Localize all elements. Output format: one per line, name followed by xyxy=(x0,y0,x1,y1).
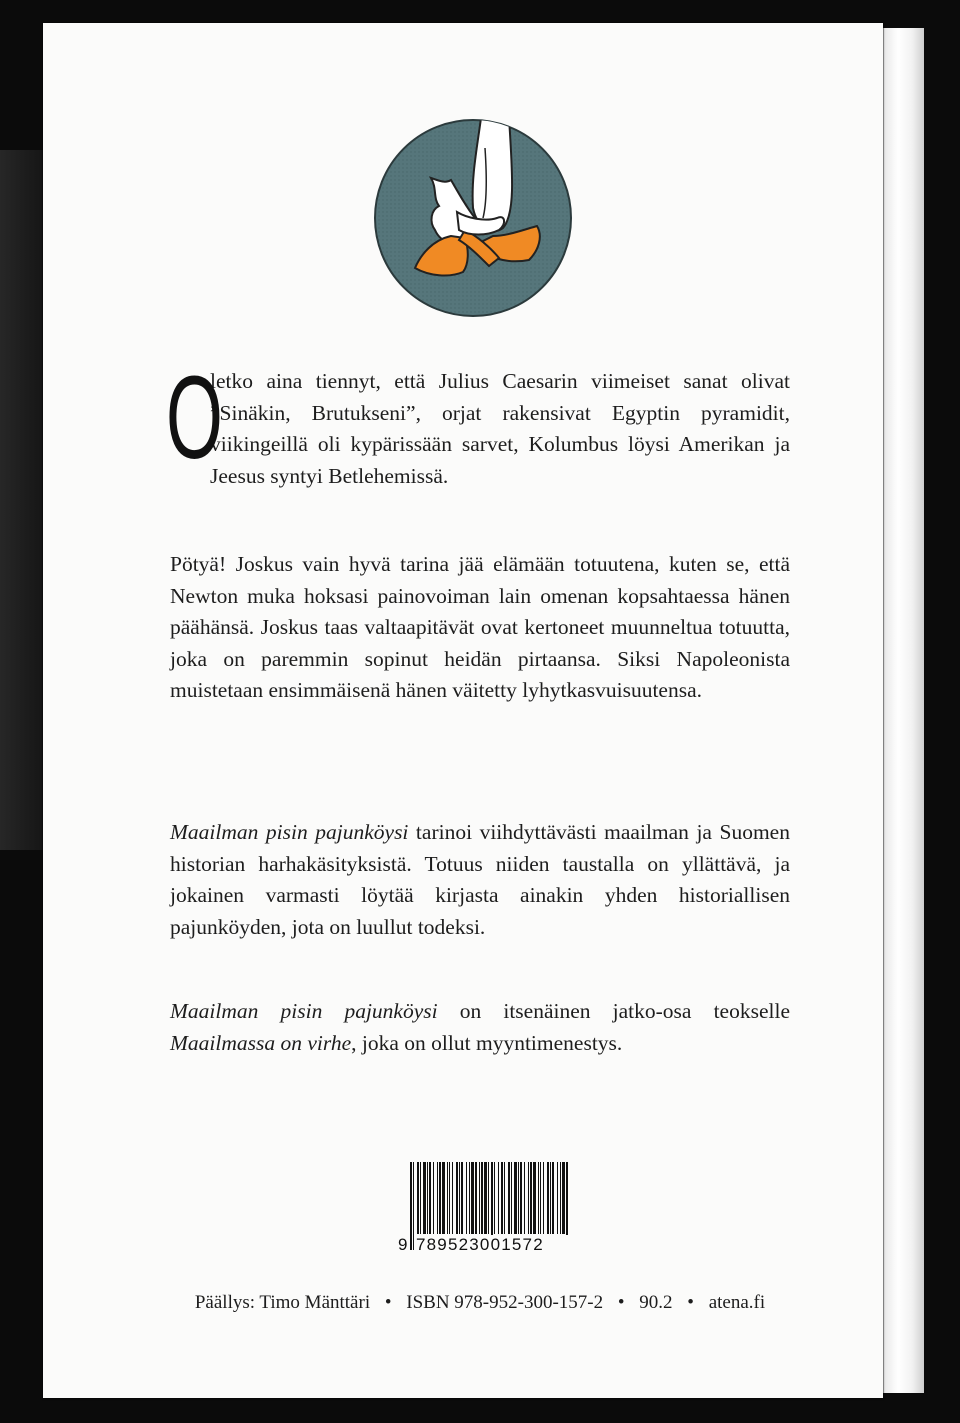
blurb-paragraph-1 xyxy=(166,352,790,492)
barcode-bar xyxy=(488,1162,489,1234)
barcode-bar xyxy=(533,1162,536,1234)
drop-cap: O xyxy=(166,352,223,484)
class-code: 90.2 xyxy=(639,1292,673,1313)
book-title: Maailman pisin pajunköysi xyxy=(170,820,409,844)
barcode-bar xyxy=(456,1162,458,1234)
barcode-bar xyxy=(413,1162,414,1250)
barcode-bar xyxy=(469,1162,470,1234)
barcode-bar xyxy=(459,1162,460,1234)
barcode-bar xyxy=(423,1162,426,1234)
barcode-bar xyxy=(461,1162,463,1234)
barcode-bar xyxy=(520,1162,522,1234)
barcode-bar xyxy=(439,1162,441,1234)
barcode-bar xyxy=(452,1162,453,1234)
barcode-bar xyxy=(538,1162,539,1234)
barcode-bar xyxy=(471,1162,474,1234)
isbn-text: ISBN 978-952-300-157-2 xyxy=(406,1292,604,1313)
barcode-bar xyxy=(511,1162,512,1234)
barcode-bar xyxy=(429,1162,431,1234)
publisher-site: atena.fi xyxy=(708,1292,766,1313)
barcode-bar xyxy=(562,1162,565,1234)
barcode-bar xyxy=(508,1162,510,1234)
isbn-barcode xyxy=(398,1162,574,1258)
barcode-bar xyxy=(433,1162,434,1234)
barcode-bar xyxy=(498,1162,499,1234)
barcode-bar xyxy=(442,1162,445,1234)
barcode-bar xyxy=(475,1162,477,1234)
duck-legs-illustration xyxy=(373,118,573,318)
barcode-bar xyxy=(530,1162,532,1234)
barcode-bar xyxy=(518,1162,519,1234)
barcode-bar xyxy=(557,1162,558,1234)
barcode-bar xyxy=(524,1162,525,1234)
barcode-bar xyxy=(550,1162,551,1234)
colophon-line xyxy=(0,1292,960,1314)
barcode-bar xyxy=(427,1162,428,1234)
book-title: Maailman pisin pajunköysi xyxy=(170,999,438,1023)
paragraph-1-text: letko aina tiennyt, että Julius Caesarin viimeiset sanat olivat ”Sinäkin, Brutukseni”, orjat rakensivat Egyptin pyramidit, viikingeillä oli kypärissään sarvet, Kolumbus löysi Amerikan ja Jeesus syntyi Betlehemissä. xyxy=(210,369,790,488)
barcode-bar xyxy=(447,1162,448,1234)
barcode-bar xyxy=(543,1162,544,1234)
separator-bullet: • xyxy=(617,1292,625,1313)
barcode-bar xyxy=(437,1162,438,1234)
blurb-paragraph-2: Pötyä! Joskus vain hyvä tarina jää elämään totuutena, kuten se, että Newton muka hoksasi painovoiman lain omenan kopsahtaessa hänen päähänsä. Joskus taas valtaapitävät ovat kertoneet muunneltua totuutta, joka on paremmin sopinut heidän pirtaansa. Siksi Napoleonista muistetaan ensimmäisenä hänen väitetty lyhytkasvuisuutensa. xyxy=(170,552,790,702)
cover-credit: Päällys: Timo Mänttäri xyxy=(194,1292,371,1313)
barcode-bar xyxy=(481,1162,483,1234)
barcode-bar xyxy=(560,1162,561,1234)
separator-bullet: • xyxy=(687,1292,694,1313)
paragraph-4-text-a: on itsenäinen jatko-osa teokselle xyxy=(437,999,790,1023)
blurb-paragraph-3 xyxy=(170,817,790,943)
barcode-bar xyxy=(420,1162,421,1234)
book-spine xyxy=(883,28,924,1393)
paragraph-4-text-b: , joka on ollut myyntimenestys. xyxy=(351,1030,623,1055)
barcode-bar xyxy=(466,1162,467,1234)
barcode-bar xyxy=(501,1162,503,1234)
barcode-bar xyxy=(479,1162,480,1234)
barcode-lead-digit: 9 xyxy=(398,1235,408,1254)
barcode-bar xyxy=(504,1162,505,1234)
barcode-bar xyxy=(540,1162,541,1234)
barcode-bar xyxy=(514,1162,517,1234)
barcode-bar xyxy=(552,1162,554,1234)
barcode-bar xyxy=(410,1162,412,1250)
separator-bullet: • xyxy=(384,1292,392,1313)
blurb-paragraph-4 xyxy=(170,996,790,1059)
barcode-bar xyxy=(547,1162,549,1234)
barcode-bar xyxy=(417,1162,419,1234)
previous-book-title: Maailmassa on virhe xyxy=(170,1030,352,1055)
barcode-bar xyxy=(528,1162,529,1234)
barcode-bar xyxy=(484,1162,487,1234)
barcode-digits: 789523001572 xyxy=(416,1235,572,1255)
barcode-bar xyxy=(494,1162,495,1234)
barcode-bar xyxy=(449,1162,450,1234)
paragraph-3-text: tarinoi viihdyttävästi maailman ja Suomen historian harhakäsityksistä. Totuus niiden taustalla on yllättävä, ja jokainen varmasti löytää kirjasta ainakin yhden historiallisen pajunköyden, jota on luullut todeksi. xyxy=(170,820,790,939)
